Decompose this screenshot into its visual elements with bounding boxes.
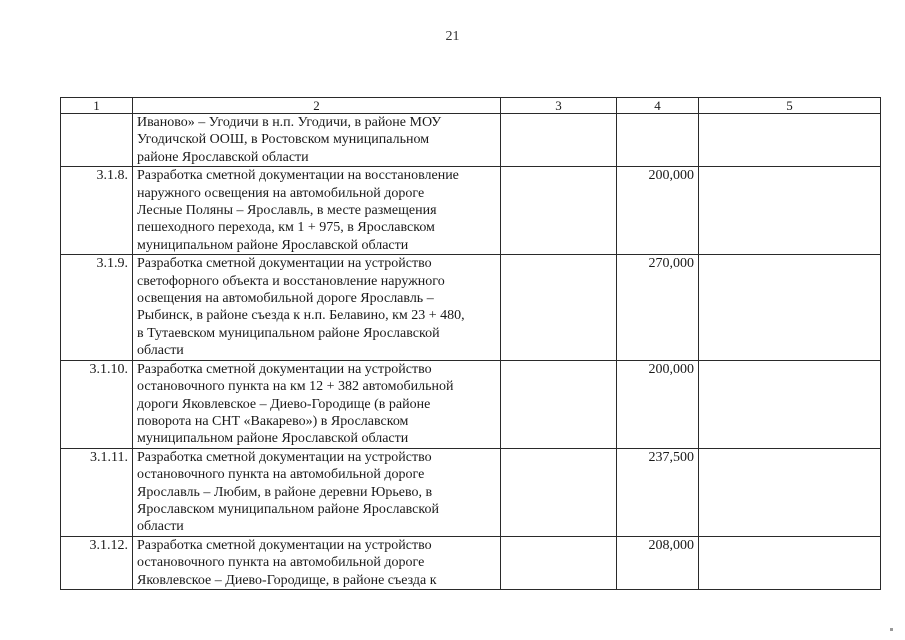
header-col-2: 2 [133,98,501,114]
table-row [61,167,881,255]
table-row [61,114,881,167]
row-amount: 237,500 [617,448,699,536]
description-line: Разработка сметной документации на устройство [137,256,432,272]
row-col-3 [501,114,617,167]
row-number [61,114,133,167]
row-description [133,536,501,589]
table-row [61,536,881,589]
description-line: Яковлевское – Диево-Городище, в районе съезда к [137,572,437,588]
row-col-5 [699,360,881,448]
header-col-3: 3 [501,98,617,114]
row-col-5 [699,167,881,255]
row-amount: 200,000 [617,167,699,255]
table-row [61,255,881,360]
row-col-3 [501,167,617,255]
row-col-3 [501,360,617,448]
row-col-3 [501,255,617,360]
row-number: 3.1.9. [61,255,133,360]
description-line: Иваново» – Угодичи в н.п. Угодичи, в районе МОУ [137,115,442,130]
description-line: Угодичской ООШ, в Ростовском муниципальном [137,132,430,148]
row-description [133,167,501,255]
header-col-5: 5 [699,98,881,114]
description-line: Разработка сметной документации на устройство [137,361,432,377]
row-col-5 [699,536,881,589]
row-col-5 [699,255,881,360]
description-line: Ярославль – Любим, в районе деревни Юрьево, в [137,484,433,500]
description-line: области [137,343,184,359]
row-number: 3.1.8. [61,167,133,255]
description-line: Разработка сметной документации на устройство [137,449,432,465]
description-line: муниципальном районе Ярославской области [137,431,409,447]
row-amount: 270,000 [617,255,699,360]
row-amount: 208,000 [617,536,699,589]
row-description [133,255,501,360]
table-body [61,98,881,590]
description-line: Разработка сметной документации на устройство [137,537,432,553]
description-line: муниципальном районе Ярославской области [137,237,409,253]
row-col-3 [501,448,617,536]
row-number: 3.1.12. [61,536,133,589]
row-description [133,448,501,536]
description-line: Ярославском муниципальном районе Ярославской [137,501,439,517]
row-col-5 [699,114,881,167]
row-number: 3.1.10. [61,360,133,448]
description-line: освещения на автомобильной дороге Ярославль – [137,291,434,307]
description-line: в Тутаевском муниципальном районе Ярославской [137,325,440,341]
description-line: Рыбинск, в районе съезда к н.п. Белавино, км 23 + 480, [137,308,465,324]
description-line: Разработка сметной документации на восстановление [137,168,459,184]
row-col-3 [501,536,617,589]
description-line: остановочного пункта на автомобильной дороге [137,555,425,571]
header-col-1: 1 [61,98,133,114]
description-line: поворота на СНТ «Вакарево») в Ярославском [137,413,409,429]
description-line: наружного освещения на автомобильной дороге [137,185,425,201]
description-line: остановочного пункта на автомобильной дороге [137,467,425,483]
row-number: 3.1.11. [61,448,133,536]
table-row [61,448,881,536]
header-col-4: 4 [617,98,699,114]
description-line: дороги Яковлевское – Диево-Городище (в районе [137,396,431,412]
scan-speck [890,628,893,631]
row-description [133,360,501,448]
estimate-table [60,97,881,590]
description-line: районе Ярославской области [137,149,309,165]
description-line: области [137,519,184,535]
description-line: пешеходного перехода, км 1 + 975, в Ярославском [137,220,435,236]
row-amount: 200,000 [617,360,699,448]
page-number: 21 [445,29,460,44]
row-description [133,114,501,167]
row-col-5 [699,448,881,536]
description-line: остановочного пункта на км 12 + 382 автомобильной [137,379,454,395]
description-line: светофорного объекта и восстановление наружного [137,273,445,289]
table-header-row [61,98,881,114]
table-row [61,360,881,448]
description-line: Лесные Поляны – Ярославль, в месте размещения [137,203,437,219]
row-amount [617,114,699,167]
